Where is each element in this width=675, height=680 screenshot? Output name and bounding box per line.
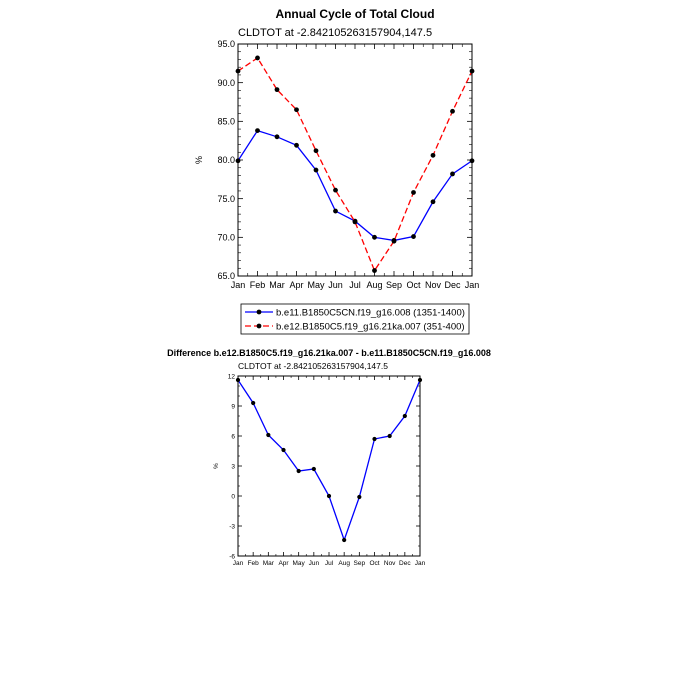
x-tick-label: Oct (369, 560, 380, 567)
series-0-point (431, 199, 436, 204)
x-tick-label: Jan (414, 560, 426, 567)
series-1-point (314, 148, 319, 153)
series-1-point (392, 239, 397, 244)
y-tick-label: 3 (231, 463, 235, 471)
x-tick-label: Mar (269, 280, 285, 290)
x-tick-label: Jun (328, 280, 343, 290)
series-1-point (236, 69, 241, 74)
series-0-point (297, 469, 301, 473)
series-0-point (403, 414, 407, 418)
series-1-point (411, 190, 416, 195)
y-tick-label: 9 (231, 403, 235, 411)
x-tick-label: May (292, 560, 305, 567)
series-0-point (236, 158, 241, 163)
x-tick-label: Nov (424, 280, 442, 290)
y-tick-label: 6 (231, 433, 235, 441)
x-tick-label: Jan (464, 280, 480, 290)
plot-frame (238, 44, 472, 276)
series-0-point (411, 234, 416, 239)
series-0-point (281, 448, 285, 452)
x-tick-label: Aug (366, 280, 383, 290)
series-0-point (342, 538, 346, 542)
series-0-point (294, 143, 299, 148)
series-line-0 (238, 380, 420, 540)
plot-frame (238, 376, 420, 556)
y-tick-label: 90.0 (217, 77, 235, 88)
series-1-point (431, 153, 436, 158)
x-tick-label: Sep (353, 560, 366, 567)
y-tick-label: -3 (229, 523, 235, 531)
legend-marker-0 (257, 310, 262, 315)
x-tick-label: Dec (444, 280, 461, 290)
y-tick-label: 75.0 (217, 193, 235, 204)
series-1-point (450, 109, 455, 114)
y-tick-label: 95.0 (217, 39, 235, 50)
series-1-point (294, 107, 299, 112)
series-0-point (470, 158, 475, 163)
y-tick-label: 70.0 (217, 232, 235, 243)
x-tick-label: Jul (324, 560, 334, 567)
x-tick-label: Apr (278, 560, 289, 567)
series-0-point (266, 433, 270, 437)
chart1-plot-area (194, 39, 479, 290)
series-0-point (372, 235, 377, 240)
x-tick-label: Apr (289, 280, 304, 290)
chart2-subtitle: CLDTOT at -2.842105263157904,147.5 (238, 361, 388, 371)
series-0-point (372, 437, 376, 441)
x-tick-label: Nov (383, 560, 396, 567)
x-tick-label: Aug (338, 560, 350, 567)
series-0-point (388, 434, 392, 438)
y-axis-label: % (213, 463, 220, 469)
series-0-point (255, 128, 260, 133)
series-0-point (312, 467, 316, 471)
series-0-point (418, 378, 422, 382)
legend-label-0: b.e11.B1850C5CN.f19_g16.008 (1351-1400) (276, 307, 465, 319)
series-0-point (357, 495, 361, 499)
x-tick-label: Sep (385, 280, 403, 290)
series-1-point (353, 219, 358, 224)
y-tick-label: -6 (229, 553, 235, 561)
chart2-title: Difference b.e12.B1850C5.f19_g16.21ka.007 - b.e11.B1850C5CN.f19_g16.008 (167, 348, 491, 358)
legend-label-1: b.e12.B1850C5.f19_g16.21ka.007 (351-400) (276, 321, 465, 333)
x-tick-label: May (307, 280, 325, 290)
series-1-point (372, 268, 377, 273)
series-0-point (275, 134, 280, 139)
series-1-point (470, 69, 475, 74)
chart1-subtitle: CLDTOT at -2.842105263157904,147.5 (238, 27, 433, 39)
x-tick-label: Oct (406, 280, 421, 290)
series-1-point (255, 56, 260, 61)
series-1-point (275, 87, 280, 92)
y-tick-label: 0 (231, 493, 235, 501)
chart2-plot-area (213, 373, 426, 567)
series-0-point (236, 378, 240, 382)
legend-marker-1 (257, 324, 262, 329)
x-tick-label: Feb (249, 280, 266, 290)
series-0-point (251, 401, 255, 405)
y-tick-label: 65.0 (217, 271, 235, 282)
chart1-title: Annual Cycle of Total Cloud (275, 7, 435, 21)
x-tick-label: Feb (247, 560, 259, 567)
x-tick-label: Jan (232, 560, 244, 567)
y-tick-label: 80.0 (217, 155, 235, 166)
x-tick-label: Dec (399, 560, 411, 567)
series-line-1 (238, 58, 472, 271)
series-0-point (333, 209, 338, 214)
x-tick-label: Jul (349, 280, 361, 290)
x-tick-label: Jun (308, 560, 320, 567)
series-0-point (327, 494, 331, 498)
x-tick-label: Jan (230, 280, 246, 290)
chart1-legend (241, 304, 469, 334)
y-tick-label: 12 (227, 373, 235, 381)
series-0-point (314, 168, 319, 173)
y-tick-label: 85.0 (217, 116, 235, 127)
y-axis-label: % (194, 155, 204, 165)
x-tick-label: Mar (262, 560, 274, 567)
series-0-point (450, 172, 455, 177)
series-1-point (333, 188, 338, 193)
